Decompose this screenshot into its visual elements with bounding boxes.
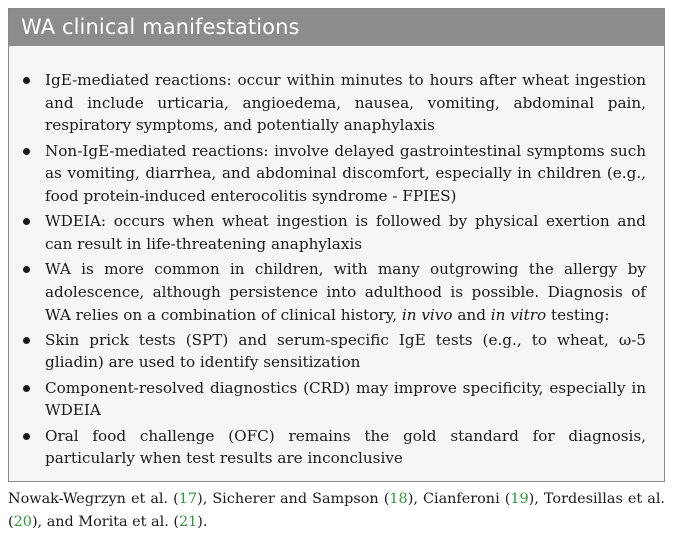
footnote-text: ), and Morita et al. (: [31, 513, 179, 530]
box-title: WA clinical manifestations: [9, 9, 664, 46]
item-text: testing:: [546, 305, 610, 324]
bullet-icon: [23, 266, 30, 273]
italic-text: in vivo: [401, 305, 453, 324]
bullet-icon: [23, 433, 30, 440]
footnote-text: ).: [197, 513, 208, 530]
footnote-text: ), Tordesillas et al. (: [8, 491, 666, 530]
reference-link[interactable]: 19: [510, 491, 529, 507]
reference-link[interactable]: 21: [178, 513, 198, 530]
clinical-manifestations-box: [8, 8, 665, 482]
reference-link[interactable]: 20: [13, 513, 32, 530]
bullet-icon: [23, 148, 30, 155]
list-item: [19, 210, 646, 255]
list-item: [19, 69, 646, 137]
item-text: Non-IgE-mediated reactions: involve delayed gastrointestinal symptoms such as vomiting, diarrhea, and abdominal discomfort, especially in children (e.g., food protein-induced enterocolitis syndrome - FPIES): [45, 141, 646, 206]
bullet-icon: [23, 337, 30, 344]
list-item: [19, 258, 646, 326]
reference-link[interactable]: 18: [389, 491, 408, 507]
bullet-icon: [23, 385, 30, 392]
footnote-text: Nowak-Wegrzyn et al. (: [8, 491, 179, 507]
list-item: [19, 377, 646, 422]
bullet-icon: [23, 77, 30, 84]
item-text: Oral food challenge (OFC) remains the gold standard for diagnosis, particularly when test results are inconclusive: [45, 426, 646, 468]
list-item: [19, 329, 646, 374]
item-text: IgE-mediated reactions: occur within minutes to hours after wheat ingestion and include urticaria, angioedema, nausea, vomiting, abdominal pain, respiratory symptoms, and potentially anaphylaxis: [45, 71, 646, 135]
bullet-icon: [23, 218, 30, 225]
item-text: Component-resolved diagnostics (CRD) may improve specificity, especially in WDEIA: [45, 378, 646, 420]
item-text: WA is more common in children, with many outgrowing the allergy by adolescence, although persistence into adulthood is possible. Diagnosis of WA relies on a combination of clinical history,: [45, 260, 646, 324]
manifestations-list: [19, 69, 646, 470]
italic-text: in vitro: [490, 305, 547, 324]
item-text: WDEIA: occurs when wheat ingestion is followed by physical exertion and can result in life-threatening anaphylaxis: [45, 212, 646, 253]
table-footnote: [8, 488, 665, 533]
item-text: Skin prick tests (SPT) and serum-specific IgE tests (e.g., to wheat, ω-5 gliadin) are used to identify sensitization: [45, 330, 646, 372]
footnote-text: ), Cianferoni (: [407, 491, 511, 507]
list-item: [19, 140, 646, 208]
item-text: and: [452, 305, 491, 324]
reference-link[interactable]: 17: [178, 491, 198, 507]
list-item: [19, 425, 646, 470]
footnote-text: ), Sicherer and Sampson (: [197, 491, 390, 507]
box-body: [9, 46, 664, 470]
